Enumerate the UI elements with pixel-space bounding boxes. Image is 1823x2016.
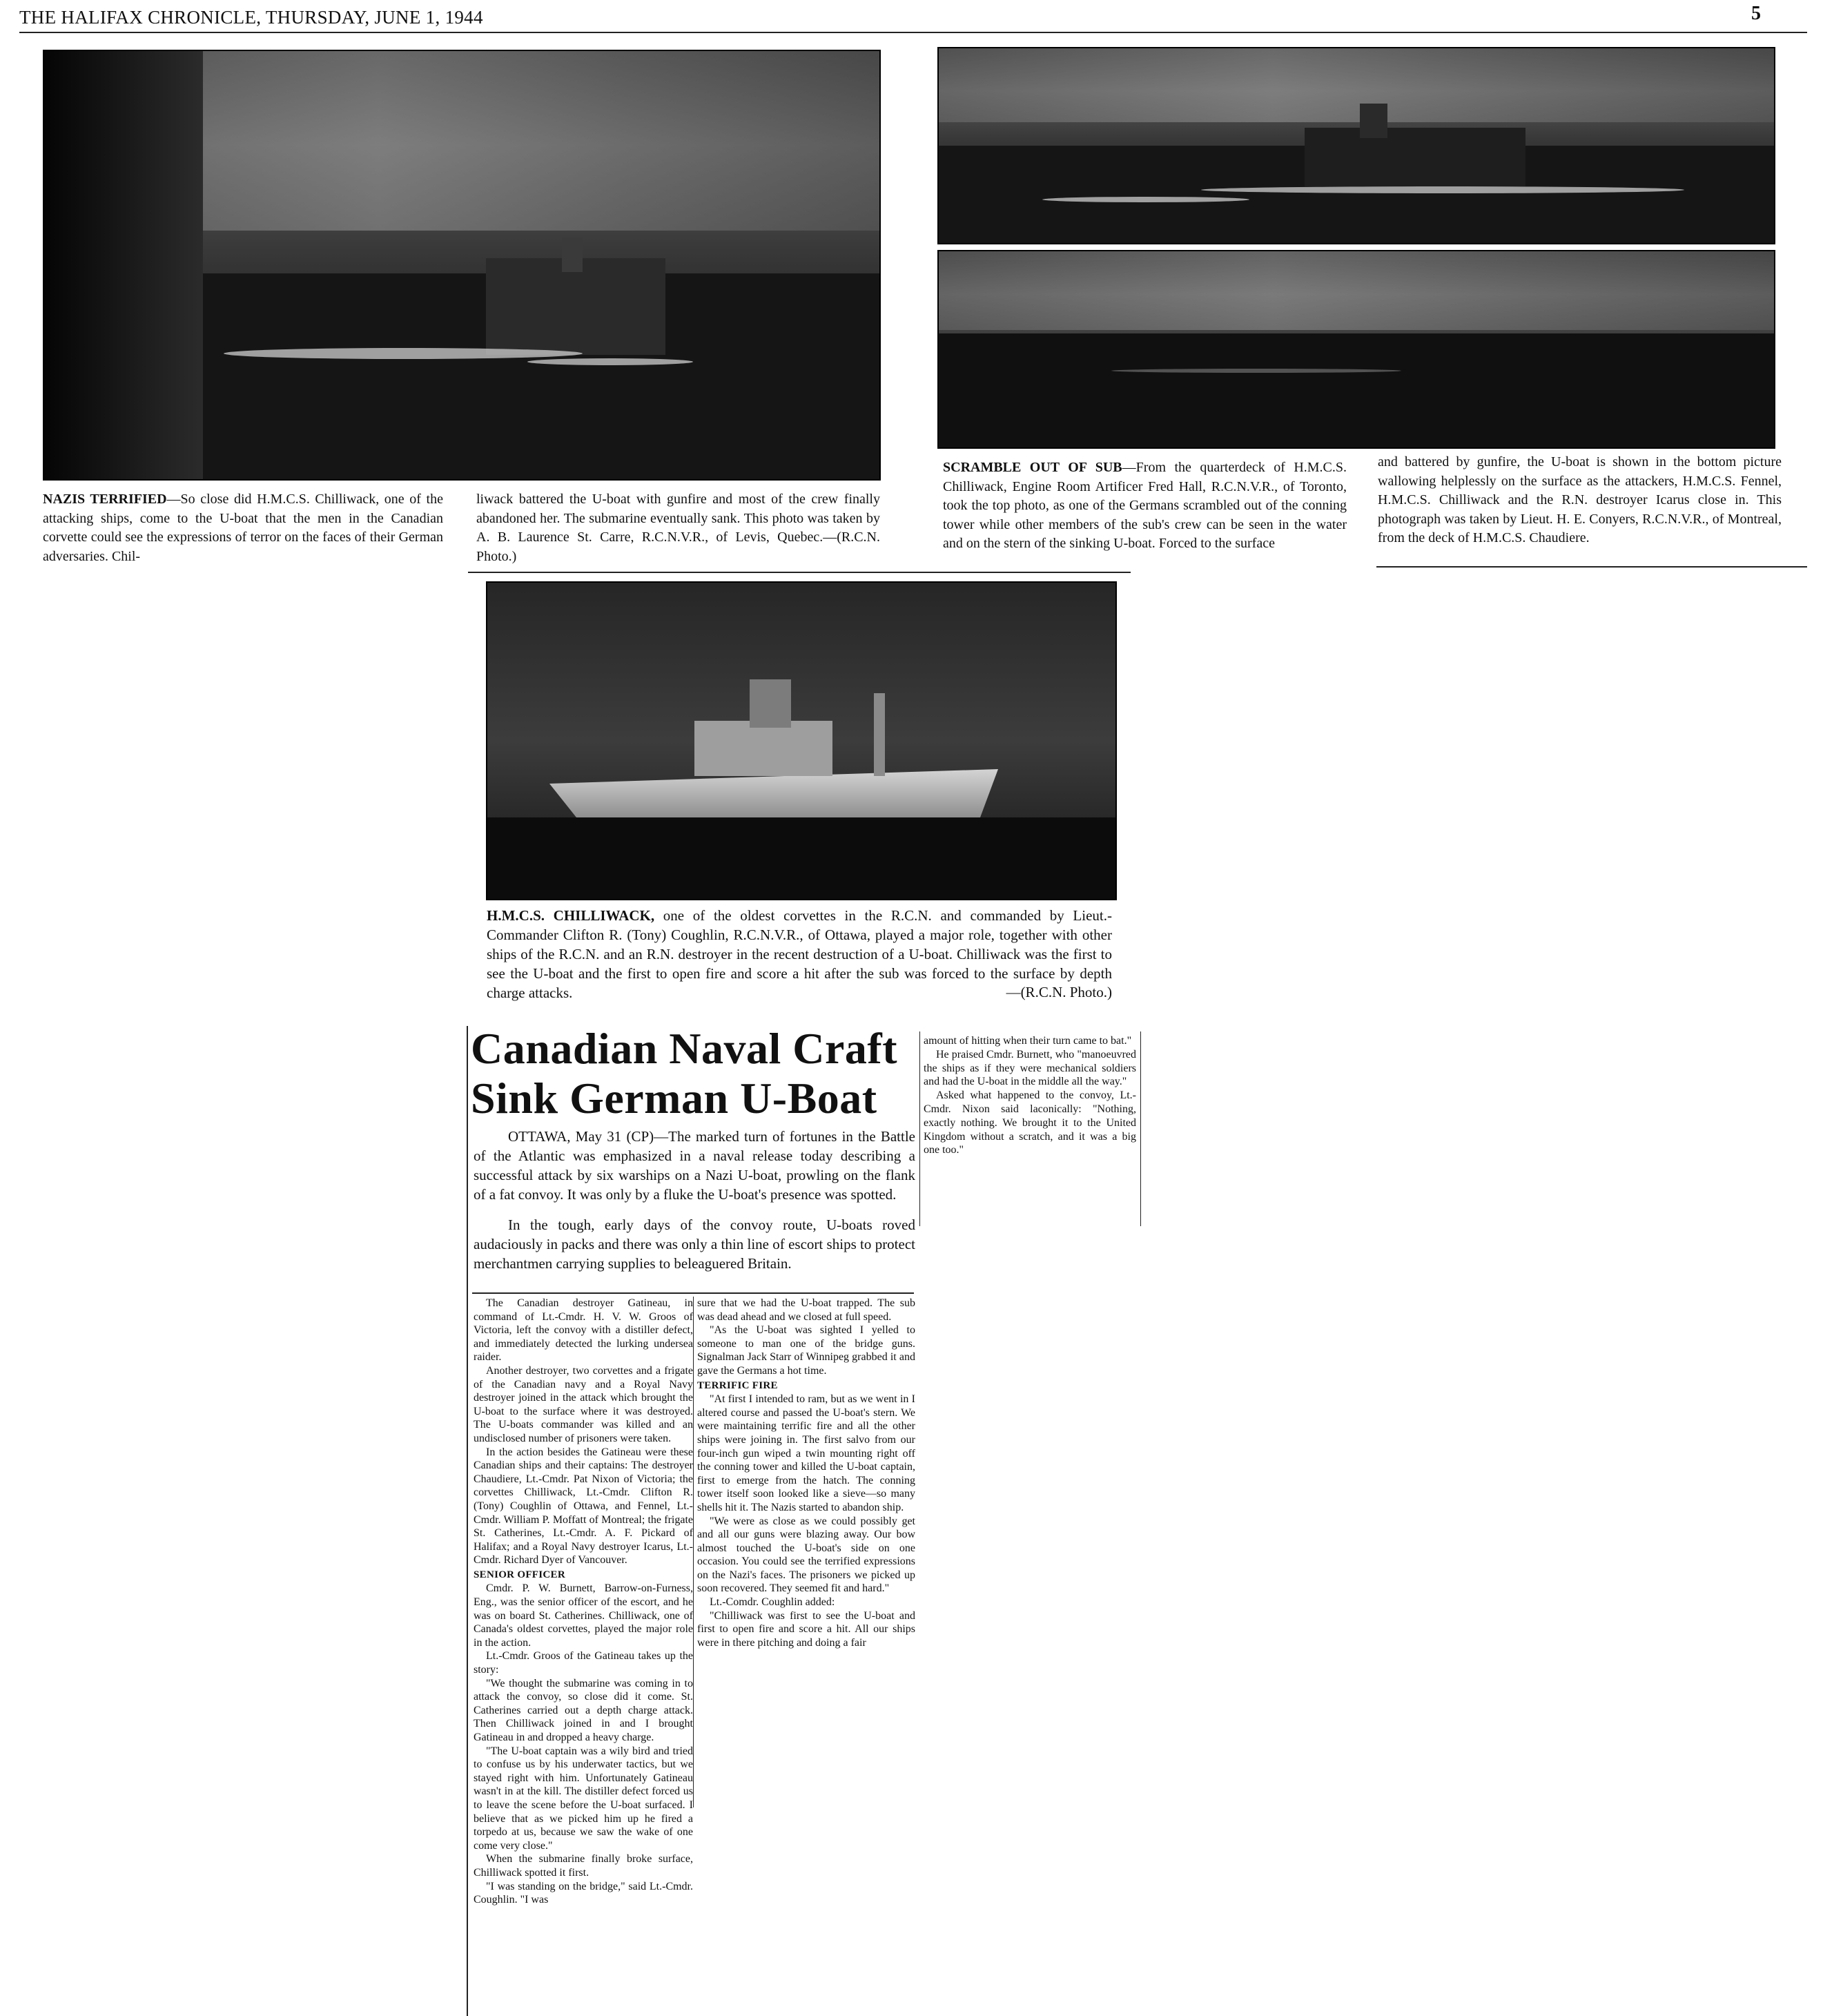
article-left-rule [467, 1026, 468, 2016]
column-divider [693, 1297, 694, 1807]
caption-hmcs-chilliwack: H.M.C.S. CHILLIWACK, one of the oldest corvettes in the R.C.N. and commanded by Lieut.-Commander Clifton R. (Tony) Coughlin, R.C.N.V.R., of Ottawa, played a major role, together with other ships of the R.C.N. and an R.N. destroyer in the recent destruction of a U-boat. Chilliwack was the first to see the U-boat and the first to open fire and score a hit after the sub was forced to the surface by depth charge attacks. [487, 907, 1112, 1001]
page-number: 5 [1751, 3, 1761, 24]
column-3-right-rule [1140, 1031, 1141, 1226]
paragraph: Lt.-Cmdr. Groos of the Gatineau takes up the story: [474, 1650, 693, 1676]
paragraph: In the action besides the Gatineau were these Canadian ships and their captains: The destroyer Chaudiere, Lt.-Cmdr. Pat Nixon of Victoria; the corvettes Chilliwack, Lt.-Cmdr. Clifton R. (Tony) Coughlin of Ottawa, and Fennel, Lt.-Cmdr. William P. Moffatt of Montreal; the frigate St. Catherines, Lt.-Cmdr. A. F. Pickard of Halifax; and a Royal Navy destroyer Icarus, Lt.-Cmdr. Richard Dyer of Vancouver. [474, 1446, 693, 1567]
photo-hmcs-chilliwack [486, 581, 1117, 900]
caption-scramble-right: and battered by gunfire, the U-boat is shown in the bottom picture wallowing helplessly on the surface as the attackers, H.M.C.S. Fennel, H.M.C.S. Chilliwack and the R.N. destroyer Icarus close in. This photograph was taken by Lieut. H. E. Conyers, R.C.N.V.R., of Montreal, from the deck of H.M.C.S. Chaudiere. [1378, 454, 1782, 545]
paragraph: "At first I intended to ram, but as we went in I altered course and passed the U-boat's stern. We were maintaining terrific fire and all the other ships were joining in. The first salvo from our four-inch gun wiped a twin mounting right off the conning tower and killed the U-boat captain, first to emerge from the hatch. The conning tower itself soon looked like a sieve—so many shells hit it. The Nazis started to abandon ship. [697, 1393, 915, 1513]
paragraph: "We were as close as we could possibly get and all our guns were blazing away. Our bow almost touched the U-boat's side on one occasion. You could see the terrified expressions on the Nazi's faces. The prisoners we picked up soon recovered. They seemed fit and hard." [697, 1515, 915, 1595]
paragraph: "I was standing on the bridge," said Lt.-Cmdr. Coughlin. "I was [474, 1880, 693, 1906]
subhead-terrific-fire: TERRIFIC FIRE [697, 1379, 778, 1391]
paragraph: "The U-boat captain was a wily bird and tried to confuse us by his underwater tactics, but we stayed right with him. Unfortunately Gatineau wasn't in at the kill. The distiller defect forced us to leave the scene before the U-boat surfaced. I believe that as we picked him up he fired a torpedo at us, because we saw the wake of one come very close." [474, 1745, 693, 1852]
caption-scramble-left: SCRAMBLE OUT OF SUB—From the quarterdeck of H.M.C.S. Chilliwack, Engine Room Artificer Fred Hall, R.C.N.V.R., of Toronto, took the top photo, as one of the Germans scrambled out of the conning tower while other members of the sub's crew can be seen in the water and on the stern of the sinking U-boat. Forced to the surface [943, 460, 1347, 551]
lede-rule [472, 1292, 914, 1294]
photo-scramble-top [937, 47, 1775, 244]
divider-photos [468, 572, 1131, 573]
paragraph: sure that we had the U-boat trapped. The sub was dead ahead and we closed at full speed. [697, 1297, 915, 1323]
masthead-rule [19, 32, 1807, 33]
paragraph: Cmdr. P. W. Burnett, Barrow-on-Furness, Eng., was the senior officer of the escort, and he was on board St. Catherines. Chilliwack, one of Canada's oldest corvettes, played the major role in the action. [474, 1582, 693, 1649]
divider-right [1376, 566, 1807, 568]
photo-nazis-terrified [43, 50, 881, 481]
subhead-senior-officer: SENIOR OFFICER [474, 1569, 565, 1580]
caption-nazis-terrified-right: liwack battered the U-boat with gunfire and most of the crew finally abandoned her. The submarine eventually sank. This photo was taken by A. B. Laurence St. Carre, R.C.N.V.R., of Levis, Quebec.—(R.C.N. Photo.) [476, 492, 880, 564]
article-column-3 [924, 1034, 1136, 1157]
paragraph: amount of hitting when their turn came to bat." [924, 1035, 1132, 1047]
masthead: THE HALIFAX CHRONICLE, THURSDAY, JUNE 1, 1944 [19, 7, 483, 28]
caption-nazis-terrified-left: NAZIS TERRIFIED—So close did H.M.C.S. Chilliwack, one of the attacking ships, come to the U-boat that the men in the Canadian corvette could see the expressions of terror on the faces of their German adversaries. Chil- [43, 492, 443, 564]
paragraph: Asked what happened to the convoy, Lt.-Cmdr. Nixon said laconically: "Nothing, exactly nothing. We brought it to the United Kingdom without a scratch, and it was a big one too." [924, 1089, 1136, 1156]
paragraph: "Chilliwack was first to see the U-boat and first to open fire and score a hit. All our ships were in there pitching and doing a fair [697, 1609, 915, 1649]
paragraph: Another destroyer, two corvettes and a frigate of the Canadian navy and a Royal Navy destroyer joined in the attack which brought the U-boat to the surface where it was destroyed. The U-boats commander was killed and an undisclosed number of prisoners were taken. [474, 1364, 693, 1444]
paragraph: Lt.-Comdr. Coughlin added: [710, 1596, 835, 1609]
headline-line-1: Canadian Naval Craft [471, 1024, 898, 1073]
column-3-left-rule [919, 1031, 920, 1226]
paragraph: When the submarine finally broke surface, Chilliwack spotted it first. [474, 1853, 693, 1879]
paragraph: "We thought the submarine was coming in to attack the convoy, so close did it come. St. Catherines carried out a depth charge attack. Then Chilliwack joined in and I brought Gatineau in and dropped a heavy charge. [474, 1677, 693, 1743]
headline-line-2: Sink German U-Boat [471, 1074, 877, 1123]
photo-scramble-bottom [937, 250, 1775, 449]
article-lede-2: In the tough, early days of the convoy route, U-boats roved audaciously in packs and there was only a thin line of escort ships to protect merchantmen carrying supplies to beleaguered Britain. [474, 1217, 915, 1272]
paragraph: "As the U-boat was sighted I yelled to someone to man one of the bridge guns. Signalman Jack Starr of Winnipeg grabbed it and gave the Germans a hot time. [697, 1324, 915, 1377]
caption-hmcs-chilliwack-credit: —(R.C.N. Photo.) [1006, 984, 1112, 1000]
paragraph: The Canadian destroyer Gatineau, in command of Lt.-Cmdr. H. V. W. Groos of Victoria, left the convoy with a distiller defect, and immediately detected the lurking undersea raider. [474, 1297, 693, 1364]
paragraph: He praised Cmdr. Burnett, who "manoeuvred the ships as if they were mechanical soldiers and had the U-boat in the middle all the way." [924, 1048, 1136, 1088]
article-lede-1: OTTAWA, May 31 (CP)—The marked turn of fortunes in the Battle of the Atlantic was emphasized in a naval release today describing a successful attack by six warships on a Nazi U-boat, prowling on the flank of a fat convoy. It was only by a fluke the U-boat's presence was spotted. [474, 1128, 915, 1203]
article-column-1 [474, 1297, 693, 1907]
article-column-2 [697, 1297, 915, 1649]
